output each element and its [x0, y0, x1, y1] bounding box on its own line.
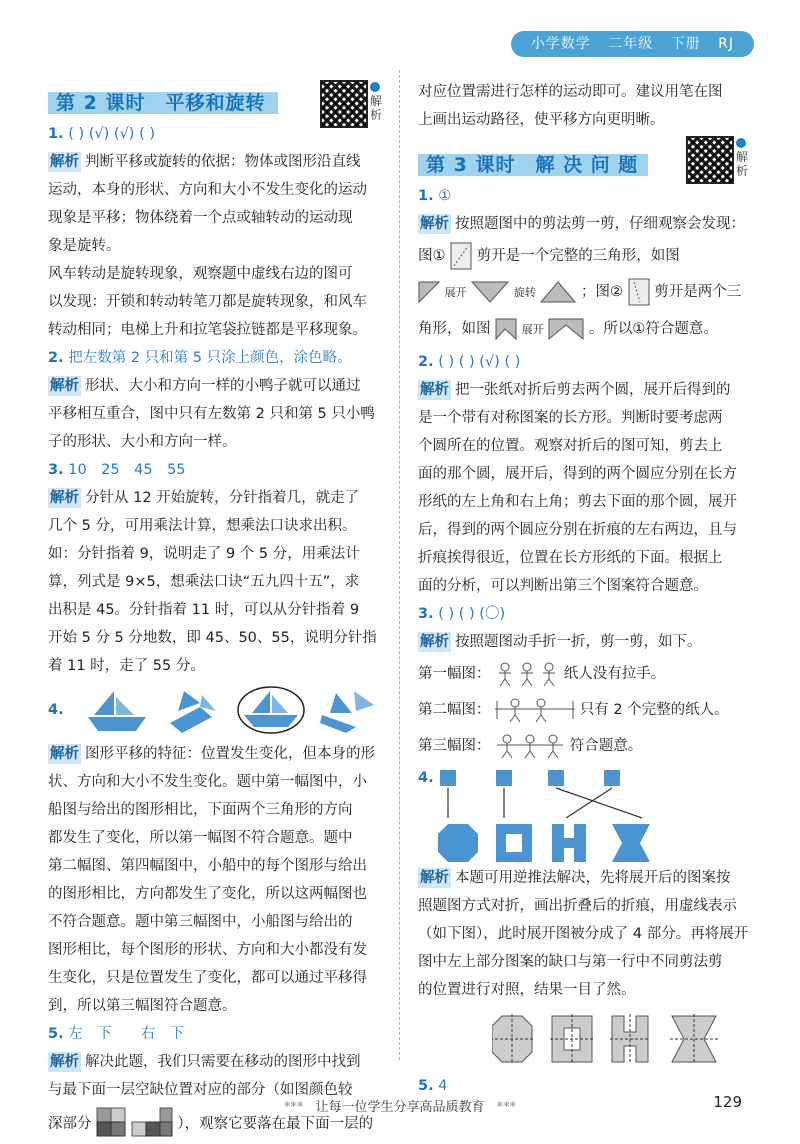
- question-1: 1. ( ) (√) (√) ( ): [48, 126, 155, 142]
- explanation-line: 到，所以第三幅图符合题意。: [48, 998, 237, 1014]
- explanation-line: 解析 解决此题，我们只需要在移动的图形中找到: [50, 1054, 361, 1070]
- answer-3: ( ) ( ) (〇): [438, 606, 506, 622]
- qr-label: 解析: [370, 94, 383, 122]
- analysis-tag: 解析: [50, 378, 79, 394]
- explanation-line: 深部分 ），观察它要落在最下面一层的: [48, 1104, 400, 1144]
- explanation-line: 不符合题意。题中第三幅图中，小船图与给出的: [48, 914, 353, 930]
- question-4: 4.: [48, 680, 400, 740]
- analysis-tag: 解析: [50, 1054, 79, 1070]
- explanation-line: 以发现：开锁和转动转笔刀都是旋转现象，和风车: [48, 294, 367, 310]
- page-header-badge: [511, 31, 754, 57]
- answer-2: ( ) ( ) (√) ( ): [438, 354, 521, 370]
- question-3: 3. ( ) ( ) (〇): [418, 606, 506, 622]
- paper-people-2-icon: [495, 697, 575, 723]
- question-4: 4.: [418, 764, 770, 864]
- explanation-line: 解析 把一张纸对折后剪去两个圆，展开后得到的: [420, 382, 731, 398]
- footer-slogan: 让每一位学生分享高品质教育: [315, 1100, 485, 1115]
- explanation-line: 解析 分针从 12 开始旋转，分针指着几，就走了: [50, 490, 360, 506]
- analysis-tag: 解析: [420, 634, 449, 650]
- explanation-line: 着 11 时，走了 55 分。: [48, 658, 205, 674]
- fold-line-figure: [492, 1014, 732, 1064]
- explanation-line: 个圆所在的位置。观察对折后的图可知，剪去上: [418, 438, 723, 454]
- header-edition: RJ: [718, 36, 734, 52]
- qr-label: 解析: [736, 150, 749, 178]
- explanation-line: 运动，本身的形状、方向和大小不发生变化的运动: [48, 182, 367, 198]
- question-5: 5. 4: [418, 1078, 448, 1094]
- answer-2: 把左数第 2 只和第 5 只涂上颜色，涂色略。: [68, 350, 352, 366]
- analysis-tag: 解析: [50, 154, 79, 170]
- explanation-line: 第二幅图、第四幅图中，小船中的每个图形与给出: [48, 858, 367, 874]
- explanation-line: 转动相同；电梯上升和拉笔袋拉链都是平移现象。: [48, 322, 367, 338]
- paper-fold-2-icon: [628, 278, 650, 306]
- explanation-line: 子的形状、大小和方向一样。: [48, 434, 237, 450]
- lesson-3-heading: [418, 140, 770, 180]
- explanation-line: 解析 按照题图中的剪法剪一剪，仔细观察会发现：: [420, 216, 745, 232]
- paper-people-1-icon: [495, 661, 559, 687]
- explanation-line: 第二幅图： 只有 2 个完整的纸人。: [418, 692, 770, 728]
- explanation-line: 风车转动是旋转现象，观察题中虚线右边的图可: [48, 266, 353, 282]
- explanation-line: 平移相互重合，图中只有左数第 2 只和第 5 只小鸭: [48, 406, 375, 422]
- header-grade: 二年级: [608, 36, 654, 52]
- explanation-line: 几个 5 分，可用乘法计算，想乘法口诀求出积。: [48, 518, 357, 534]
- explanation-line: 解析 按照题图动手折一折，剪一剪，如下。: [420, 634, 702, 650]
- answer-1: ①: [438, 188, 452, 204]
- analysis-tag: 解析: [50, 746, 79, 762]
- question-2: 2. 把左数第 2 只和第 5 只涂上颜色，涂色略。: [48, 350, 352, 366]
- explanation-line: 第一幅图： 纸人没有拉手。: [418, 656, 770, 692]
- explanation-line: 后，得到的两个圆应分别在折痕的左右两边，且与: [418, 522, 737, 538]
- explanation-line: 与最下面一层空缺位置对应的部分（如图颜色较: [48, 1082, 353, 1098]
- explanation-line: 现象是平移；物体绕着一个点或轴转动的运动现: [48, 210, 353, 226]
- explanation-line: 解析 形状、大小和方向一样的小鸭子就可以通过: [50, 378, 361, 394]
- analysis-tag: 解析: [420, 870, 449, 886]
- page-number: 129: [713, 1093, 742, 1111]
- explanation-line: 开始 5 分 5 分地数，即 45、50、55，说明分针指: [48, 630, 377, 646]
- explanation-line: 解析 本题可用逆推法解决，先将展开后的图案按: [420, 870, 731, 886]
- header-term: 下册: [670, 36, 701, 52]
- explanation-line: 图① 剪开是一个完整的三角形，如图: [418, 238, 770, 274]
- left-column: [48, 78, 400, 1144]
- unfolded-triangle-icon: [471, 280, 509, 304]
- paper-fold-1-icon: [450, 242, 472, 270]
- boat-figure-1: [84, 687, 150, 733]
- explanation-line: 状、方向和大小不发生变化。题中第一幅图中，小: [48, 774, 367, 790]
- explanation-line: 的图形相比，方向都发生了变化，所以这两幅图也: [48, 886, 367, 902]
- page-footer: [0, 1096, 800, 1115]
- qr-code-icon[interactable]: [686, 136, 734, 184]
- footer-stars: ***: [283, 1100, 304, 1115]
- qr-code-icon[interactable]: [320, 80, 368, 128]
- paper-people-3-icon: [495, 733, 565, 759]
- folded-triangle-icon: [418, 280, 440, 304]
- explanation-line: 图形相比，每个图形的形状、方向和大小都没有发: [48, 942, 367, 958]
- explanation-line: 面的那个圆，展开后，得到的两个圆应分别在长方: [418, 466, 737, 482]
- question-1: 1. ①: [418, 188, 452, 204]
- explanation-line: 第三幅图： 符合题意。: [418, 728, 770, 764]
- lesson-title: 第 2 课时 平移和旋转: [56, 92, 266, 114]
- explanation-line: 如：分针指着 9，说明走了 9 个 5 分，用乘法计: [48, 546, 360, 562]
- answer-3: 10 25 45 55: [68, 462, 186, 478]
- header-subject: 小学数学: [530, 36, 591, 52]
- explanation-line: （如下图），此时展开图被分成了 4 部分。再将展开: [418, 926, 749, 942]
- explanation-line: 展开 旋转 ；图② 剪开是两个三: [418, 274, 770, 311]
- analysis-tag: 解析: [420, 382, 449, 398]
- play-icon: [736, 138, 746, 148]
- explanation-line: 象是旋转。: [48, 238, 121, 254]
- two-triangles-icon: [548, 317, 584, 341]
- explanation-line: 船图与给出的图形相比，下面两个三角形的方向: [48, 802, 353, 818]
- boat-figure-3-correct: [236, 685, 306, 735]
- question-5: 5. 左 下 右 下: [48, 1026, 185, 1042]
- explanation-line: 是一个带有对称图案的长方形。判断时要考虑两: [418, 410, 723, 426]
- right-column: [418, 78, 770, 1100]
- play-icon: [370, 82, 380, 92]
- explanation-line: 图中左上部分图案的缺口与第一行中不同剪法剪: [418, 954, 723, 970]
- explanation-line: 形纸的左上角和右上角；剪去下面的那个圆，展开: [418, 494, 737, 510]
- continued-line: 对应位置需进行怎样的运动即可。建议用笔在图: [418, 84, 723, 100]
- analysis-tag: 解析: [420, 216, 449, 232]
- answer-5: 4: [438, 1078, 448, 1094]
- continued-line: 上画出运动路径，使平移方向更明晰。: [418, 112, 665, 128]
- explanation-line: 的位置进行对照，结果一目了然。: [418, 982, 636, 998]
- rotated-triangle-icon: [540, 280, 576, 304]
- footer-stars: ***: [496, 1100, 517, 1115]
- fold-cut-matching-figure: [436, 768, 676, 864]
- lesson-2-heading: [48, 78, 400, 122]
- explanation-line: 出积是 45。分针指着 11 时，可以从分针指着 9: [48, 602, 360, 618]
- answer-1: ( ) (√) (√) ( ): [68, 126, 155, 142]
- folded-shape-icon: [495, 317, 517, 341]
- analysis-tag: 解析: [50, 490, 79, 506]
- boat-figure-2: [160, 687, 226, 733]
- explanation-line: 折痕挨得很近，位置在长方形纸的下面。根据上: [418, 550, 723, 566]
- explanation-line: 角形，如图 展开 。所以①符合题意。: [418, 311, 770, 348]
- explanation-line: 都发生了变化，所以第一幅图不符合题意。题中: [48, 830, 353, 846]
- explanation-line: 生变化，只是位置发生了变化，都可以通过平移得: [48, 970, 367, 986]
- explanation-line: 解析 图形平移的特征：位置发生变化，但本身的形: [50, 746, 375, 762]
- answer-5: 左 下 右 下: [68, 1026, 185, 1042]
- question-3: 3. 10 25 45 55: [48, 462, 186, 478]
- explanation-line: 算，列式是 9×5，想乘法口诀“五九四十五”，求: [48, 574, 360, 590]
- question-2: 2. ( ) ( ) (√) ( ): [418, 354, 521, 370]
- explanation-line: 解析 判断平移或旋转的依据：物体或图形沿直线: [50, 154, 361, 170]
- boat-figure-4: [316, 687, 382, 733]
- explanation-line: 照题图方式对折，画出折叠后的折痕，用虚线表示: [418, 898, 737, 914]
- boat-figures: [84, 684, 382, 736]
- lesson-title: 第 3 课时 解 决 问 题: [426, 154, 639, 176]
- explanation-line: 面的分析，可以判断出第三个图案符合题意。: [418, 578, 708, 594]
